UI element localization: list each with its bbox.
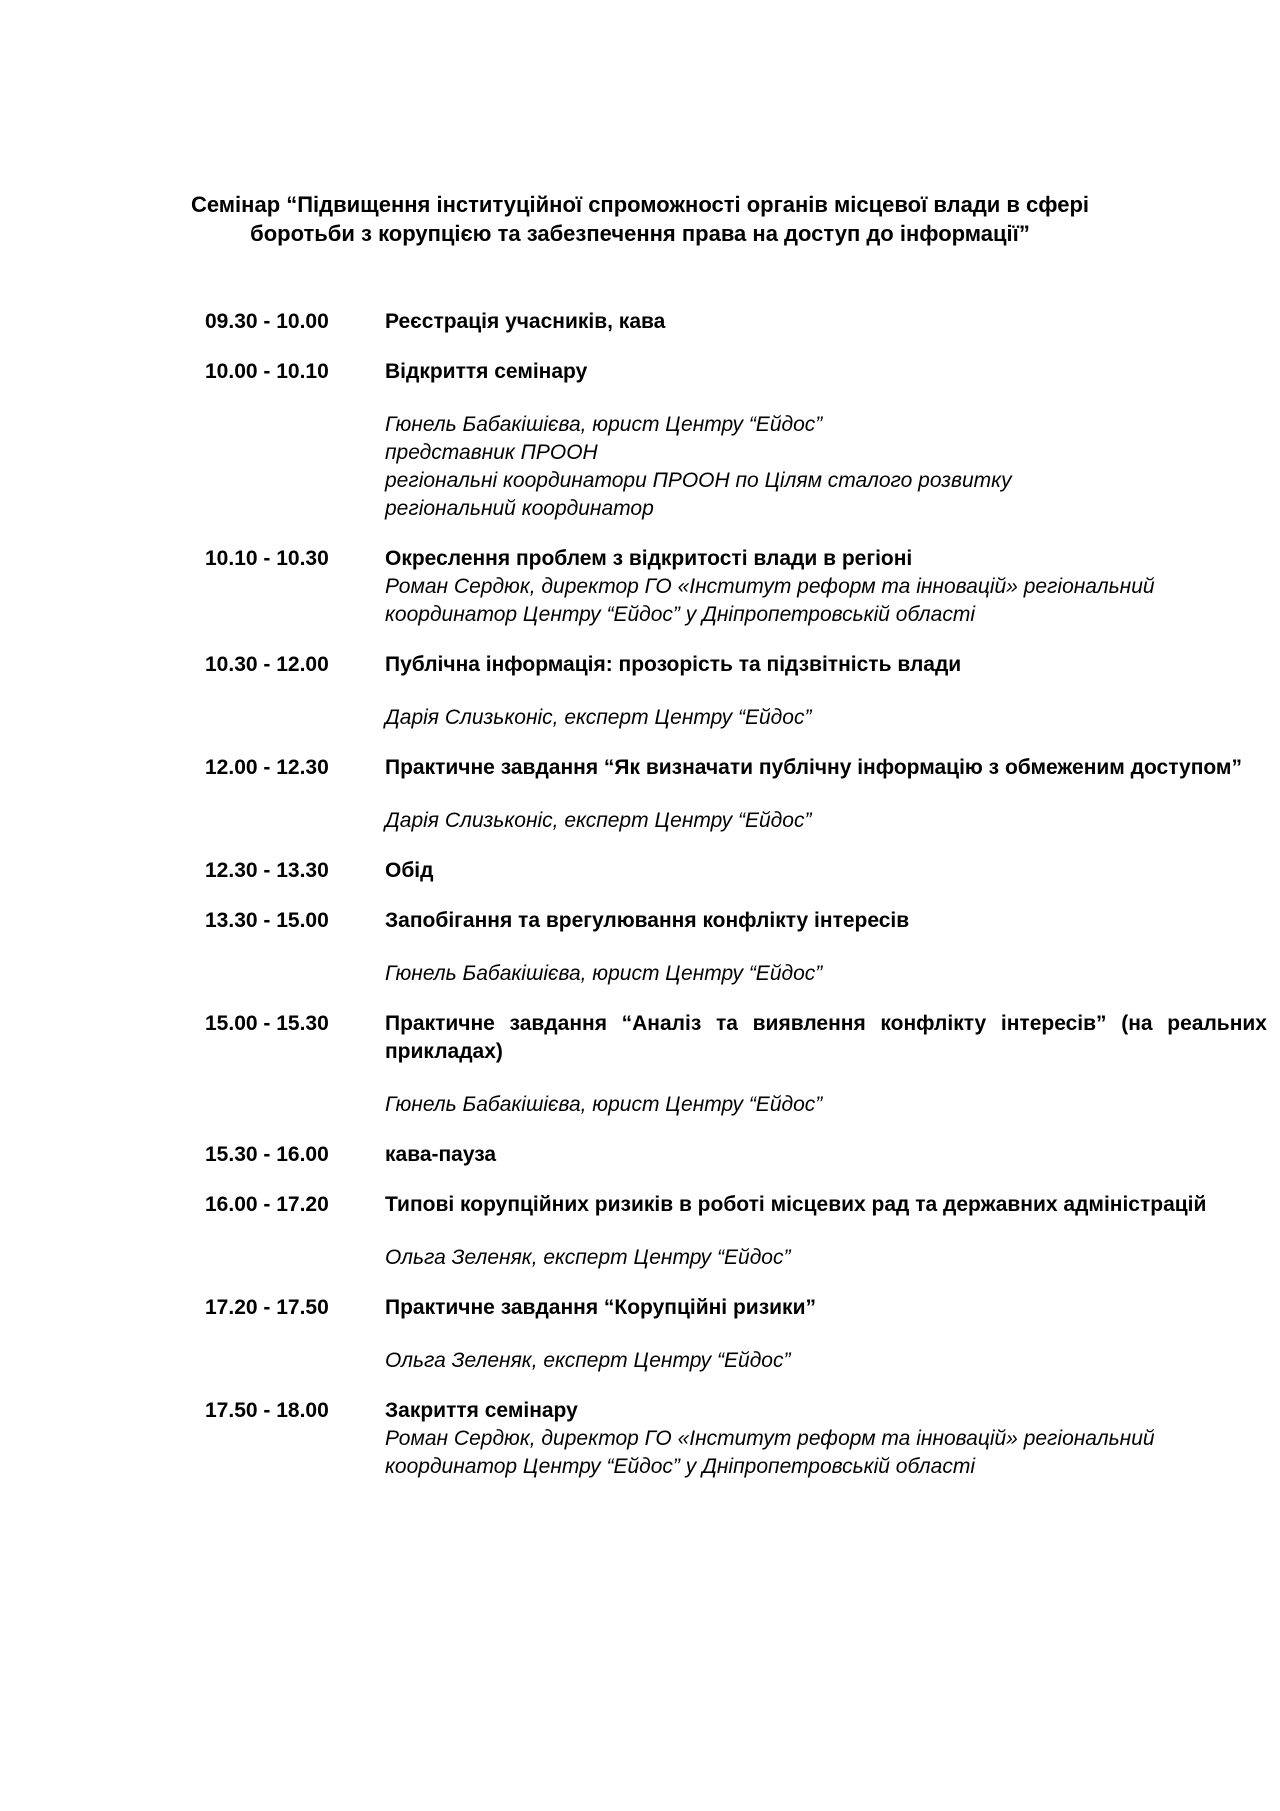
agenda-speakers [385, 1347, 1255, 1375]
agenda-speakers [385, 1091, 1255, 1119]
title-line-1: Семінар “Підвищення інституційної спроможності органів місцевої влади в сфері [190, 192, 1090, 217]
agenda-item [205, 1294, 1255, 1375]
agenda-time: 12.00 - 12.30 [205, 756, 329, 779]
document-title [180, 190, 1100, 248]
speaker-line: координатор Центру “Ейдос” у Дніпропетровській області [385, 1455, 975, 1478]
agenda-speakers [385, 960, 1255, 988]
speaker-line: Ольга Зеленяк, експерт Центру “Ейдос” [385, 1349, 791, 1372]
speaker-line: Гюнель Бабакішієва, юрист Центру “Ейдос” [385, 1093, 823, 1116]
agenda-time: 09.30 - 10.00 [205, 310, 329, 333]
agenda-topic: Обід [385, 859, 434, 882]
agenda-topic: Практичне завдання “Аналіз та виявлення конфлікту інтересів” (на реальних прикладах) [385, 1012, 1267, 1063]
agenda-topic: кава-пауза [385, 1143, 497, 1166]
speaker-line: Роман Сердюк, директор ГО «Інститут реформ та інновацій» регіональний [385, 1427, 1155, 1450]
speaker-line: Ольга Зеленяк, експерт Центру “Ейдос” [385, 1246, 791, 1269]
agenda-item [205, 1141, 1255, 1169]
speaker-line: Гюнель Бабакішієва, юрист Центру “Ейдос” [385, 413, 823, 436]
agenda-time: 16.00 - 17.20 [205, 1193, 329, 1216]
agenda-time: 15.30 - 16.00 [205, 1143, 329, 1166]
agenda-topic: Типові корупційних ризиків в роботі місцевих рад та державних адміністрацій [385, 1193, 1207, 1216]
speaker-line: Дарія Слизьконіс, експерт Центру “Ейдос” [385, 706, 812, 729]
agenda-topic: Реєстрація учасників, кава [385, 310, 666, 333]
agenda-speakers [385, 1425, 1255, 1481]
title-line-2: боротьби з корупцією та забезпечення права на доступ до інформації” [250, 221, 1030, 246]
agenda-item [205, 857, 1255, 885]
agenda-item [205, 651, 1255, 732]
speaker-line: регіональні координатори ПРООН по Цілям сталого розвитку [385, 469, 1012, 492]
agenda-time: 10.10 - 10.30 [205, 547, 329, 570]
agenda-topic: Запобігання та врегулювання конфлікту інтересів [385, 909, 910, 932]
agenda-topic: Закриття семінару [385, 1399, 578, 1422]
speaker-line: Гюнель Бабакішієва, юрист Центру “Ейдос” [385, 962, 823, 985]
agenda-item [205, 1010, 1267, 1119]
agenda-speakers [385, 1244, 1255, 1272]
agenda-item [205, 754, 1255, 835]
agenda-item [205, 545, 1255, 629]
agenda-time: 13.30 - 15.00 [205, 909, 329, 932]
speaker-line: координатор Центру “Ейдос” у Дніпропетровській області [385, 603, 975, 626]
agenda [205, 308, 1267, 1481]
agenda-topic: Практичне завдання “Як визначати публічну інформацію з обмеженим доступом” [385, 756, 1242, 779]
agenda-speakers [385, 411, 1255, 523]
agenda-time: 12.30 - 13.30 [205, 859, 329, 882]
agenda-topic: Відкриття семінару [385, 360, 588, 383]
agenda-time: 17.20 - 17.50 [205, 1296, 329, 1319]
agenda-item [205, 1191, 1255, 1272]
speaker-line: Роман Сердюк, директор ГО «Інститут реформ та інновацій» регіональний [385, 575, 1155, 598]
agenda-item [205, 1397, 1255, 1481]
agenda-topic: Практичне завдання “Корупційні ризики” [385, 1296, 816, 1319]
agenda-item [205, 907, 1255, 988]
agenda-time: 10.30 - 12.00 [205, 653, 329, 676]
agenda-speakers [385, 807, 1255, 835]
agenda-time: 10.00 - 10.10 [205, 360, 329, 383]
speaker-line: регіональний координатор [385, 497, 654, 520]
agenda-item [205, 308, 1255, 336]
agenda-topic: Окреслення проблем з відкритості влади в регіоні [385, 547, 913, 570]
agenda-item [205, 358, 1255, 523]
agenda-speakers [385, 704, 1255, 732]
agenda-time: 15.00 - 15.30 [205, 1012, 329, 1035]
agenda-speakers [385, 573, 1255, 629]
speaker-line: представник ПРООН [385, 441, 598, 464]
speaker-line: Дарія Слизьконіс, експерт Центру “Ейдос” [385, 809, 812, 832]
agenda-time: 17.50 - 18.00 [205, 1399, 329, 1422]
agenda-topic: Публічна інформація: прозорість та підзвітність влади [385, 653, 962, 676]
